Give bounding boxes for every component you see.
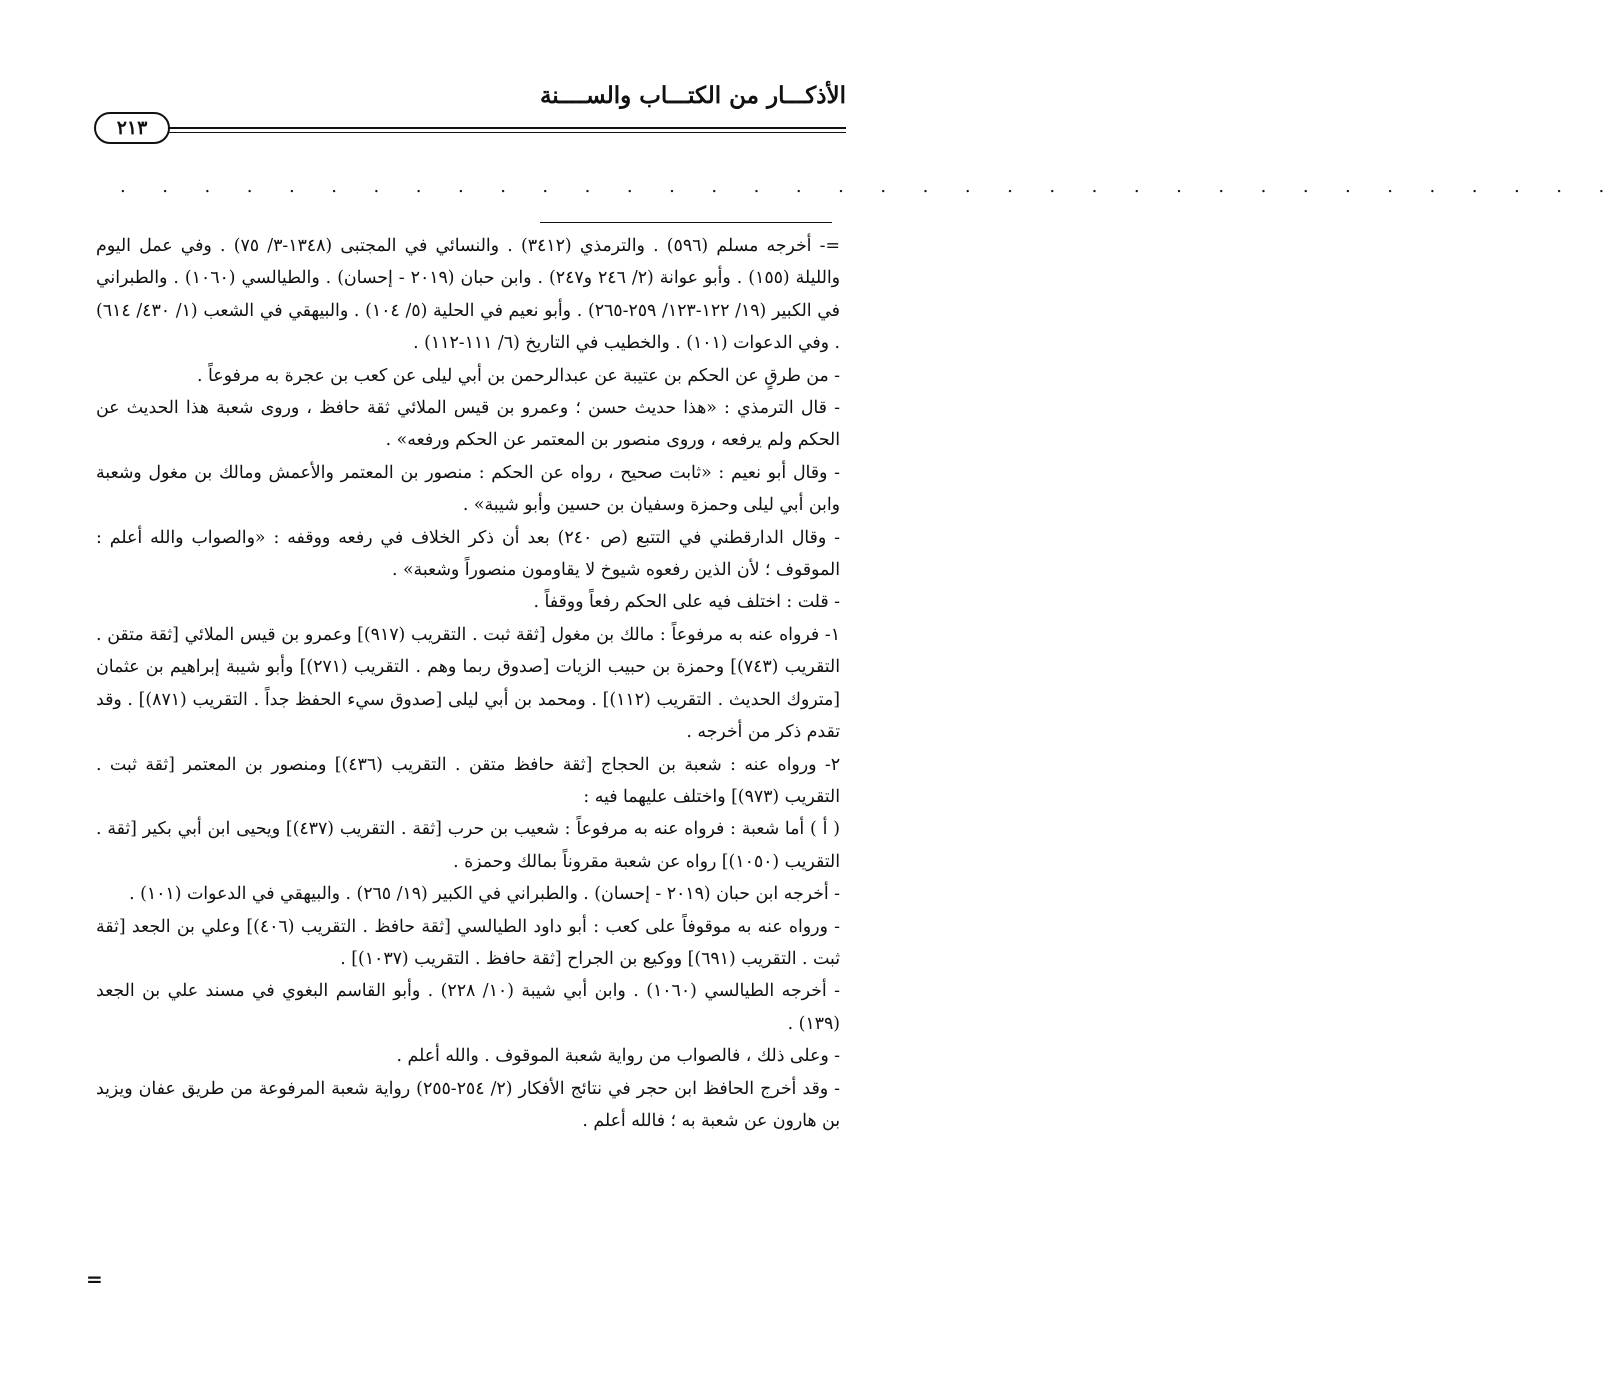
footnote-paragraph: - أخرجه ابن حبان (٢٠١٩ - إحسان) . والطبراني في الكبير (١٩/ ٢٦٥) . والبيهقي في الدعوات (١٠١) . bbox=[129, 884, 840, 905]
footnote-paragraph: - من طرقٍ عن الحكم بن عتيبة عن عبدالرحمن بن أبي ليلى عن كعب بن عجرة به مرفوعاً . bbox=[197, 365, 840, 386]
continuation-mark: = bbox=[86, 1267, 103, 1291]
separator-dots: . . . . . . . . . . . . . . . . . . . . . . . . . . . . . . . . . . . . bbox=[120, 176, 1620, 197]
footnote-paragraph: - وعلى ذلك ، فالصواب من رواية شعبة الموقوف . والله أعلم . bbox=[396, 1046, 840, 1067]
page-number: ٢١٣ bbox=[94, 112, 170, 144]
running-title: الأذكـــار من الكتـــاب والســــنة bbox=[539, 82, 846, 109]
footnote-paragraph: - وقال الدارقطني في التتبع (ص ٢٤٠) بعد أن ذكر الخلاف في رفعه ووقفه : «والصواب والله أعلم : الموقوف ؛ لأن الذين رفعوه شيوخ لا يقاومون منصوراً وشعبة» . bbox=[96, 527, 840, 581]
footnote-paragraph: ١- فرواه عنه به مرفوعاً : مالك بن مغول [ثقة ثبت . التقريب (٩١٧)] وعمرو بن قيس الملائي [ثقة متقن . التقريب (٧٤٣)] وحمزة بن حبيب الزيات [صدوق ربما وهم . التقريب (٢٧١)] وأبو شيبة إبراهيم بن عثمان [متروك الحديث . التقريب (١١٢)] . ومحمد بن أبي ليلى [صدوق سيء الحفظ جداً . التقريب (٨٧١)] . وقد تقدم ذكر من أخرجه . bbox=[96, 624, 840, 743]
footnote-separator bbox=[540, 222, 832, 223]
footnote-paragraph: - ورواه عنه به موقوفاً على كعب : أبو داود الطيالسي [ثقة حافظ . التقريب (٤٠٦)] وعلي بن الجعد [ثقة ثبت . التقريب (٦٩١)] ووكيع بن الجراح [ثقة حافظ . التقريب (١٠٣٧)] . bbox=[96, 916, 840, 969]
header-rule bbox=[158, 127, 846, 129]
page-header bbox=[88, 82, 846, 142]
footnote-paragraph: - قلت : اختلف فيه على الحكم رفعاً ووقفاً . bbox=[533, 592, 840, 613]
footnote-paragraph: - أخرجه الطيالسي (١٠٦٠) . وابن أبي شيبة (١٠/ ٢٢٨) . وأبو القاسم البغوي في مسند علي بن الجعد (١٣٩) . bbox=[96, 981, 840, 1034]
footnote-paragraph: - وقد أخرج الحافظ ابن حجر في نتائج الأفكار (٢/ ٢٥٤-٢٥٥) رواية شعبة المرفوعة من طريق عفان ويزيد بن هارون عن شعبة به ؛ فالله أعلم . bbox=[96, 1078, 840, 1131]
footnote-paragraph: - قال الترمذي : «هذا حديث حسن ؛ وعمرو بن قيس الملائي ثقة حافظ ، وروى شعبة هذا الحديث عن الحكم ولم يرفعه ، وروى منصور بن المعتمر عن الحكم ورفعه» . bbox=[96, 398, 840, 451]
footnote-body bbox=[96, 230, 840, 1137]
footnote-paragraph: ٢- ورواه عنه : شعبة بن الحجاج [ثقة حافظ متقن . التقريب (٤٣٦)] ومنصور بن المعتمر [ثقة ثبت . التقريب (٩٧٣)] واختلف عليهما فيه : bbox=[96, 754, 840, 807]
footnote-paragraph: - وقال أبو نعيم : «ثابت صحيح ، رواه عن الحكم : منصور بن المعتمر والأعمش ومالك بن مغول وشعبة وابن أبي ليلى وحمزة وسفيان بن حسين وأبو شيبة» . bbox=[96, 462, 840, 516]
footnote-paragraph: =- أخرجه مسلم (٥٩٦) . والترمذي (٣٤١٢) . والنسائي في المجتبى (١٣٤٨-٣/ ٧٥) . وفي عمل اليوم والليلة (١٥٥) . وأبو عوانة (٢/ ٢٤٦ و٢٤٧) . وابن حبان (٢٠١٩ - إحسان) . والطيالسي (١٠٦٠) . والطبراني في الكبير (١٩/ ١٢٢-١٢٣/ ٢٥٩-٢٦٥) . وأبو نعيم في الحلية (٥/ ١٠٤) . والبيهقي في الشعب (١/ ٤٣٠/ ٦١٤) . وفي الدعوات (١٠١) . والخطيب في التاريخ (٦/ ١١١-١١٢) . bbox=[96, 236, 840, 354]
header-rule-thin bbox=[158, 132, 846, 133]
footnote-paragraph: ( أ ) أما شعبة : فرواه عنه به مرفوعاً : شعيب بن حرب [ثقة . التقريب (٤٣٧)] ويحيى ابن أبي بكير [ثقة . التقريب (١٠٥٠)] رواه عن شعبة مقروناً بمالك وحمزة . bbox=[96, 819, 841, 872]
